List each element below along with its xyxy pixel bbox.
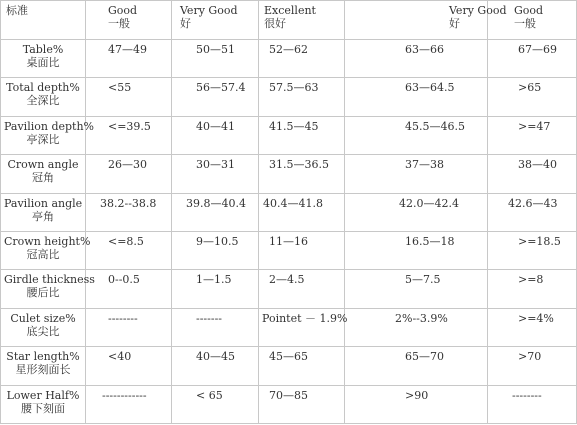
value-cell: >90: [345, 385, 488, 423]
value-cell: < 65: [172, 385, 259, 423]
row-label-zh: 亭深比: [26, 132, 60, 146]
value-cell: 41.5—45: [259, 116, 345, 154]
row-label: [1, 270, 95, 308]
row-label-zh: 腰下刻面: [21, 401, 65, 415]
value-cell: 37—38: [345, 155, 488, 193]
grade-en: Very Good: [449, 4, 507, 17]
row-label-zh: 腰后比: [26, 286, 60, 300]
value-cell: 70—85: [259, 385, 345, 423]
row-label-en: Crown height%: [4, 234, 91, 248]
grade-en: Very Good: [180, 4, 238, 17]
value-cell: >=18.5: [488, 231, 577, 269]
grade-en: Good: [514, 4, 544, 17]
grade-zh: 很好: [264, 17, 286, 30]
value-cell: 39.8—40.4: [172, 193, 259, 231]
grade-header-very-good-right: [345, 1, 507, 40]
row-label-zh: 全深比: [26, 94, 60, 108]
value-cell: >=4%: [488, 308, 577, 346]
value-cell: 26—30: [86, 155, 172, 193]
value-cell: <40: [86, 347, 172, 385]
value-cell: 1—1.5: [172, 270, 259, 308]
value-cell: 67—69: [488, 40, 577, 78]
value-cell: 45—65: [259, 347, 345, 385]
row-label: [1, 78, 86, 116]
row-label-zh: 亭角: [32, 209, 54, 223]
value-cell: 57.5—63: [259, 78, 345, 116]
value-cell: 47—49: [86, 40, 172, 78]
row-label-zh: 桌面比: [26, 56, 60, 69]
value-cell: 38—40: [488, 155, 577, 193]
value-cell: 42.6—43: [488, 193, 577, 231]
value-cell: 2%--3.9%: [345, 308, 488, 346]
row-crown-height: [1, 231, 577, 269]
row-total-depth: [1, 78, 577, 116]
value-cell: <=8.5: [86, 231, 172, 269]
row-label-en: Pavilion angle: [4, 196, 83, 210]
value-cell: >=47: [488, 116, 577, 154]
value-cell: 31.5—36.5: [259, 155, 345, 193]
row-label-zh: 底尖比: [26, 324, 60, 338]
row-girdle-thickness: [1, 270, 577, 308]
grade-zh: 一般: [514, 17, 536, 30]
value-cell: 40—41: [172, 116, 259, 154]
value-cell: >70: [488, 347, 577, 385]
row-label-zh: 星形刻面长: [15, 363, 71, 377]
row-label: [1, 308, 86, 346]
row-label-en: Total depth%: [6, 81, 80, 95]
value-cell: 63—66: [345, 40, 488, 78]
corner-label: 标准: [6, 4, 28, 17]
row-label-en: Crown angle: [7, 158, 79, 172]
row-label-en: Pavilion depth%: [4, 119, 94, 133]
grade-zh: 一般: [108, 17, 130, 30]
row-label-en: Star length%: [6, 350, 80, 364]
row-label-en: Table%: [22, 43, 64, 56]
value-cell: 65—70: [345, 347, 488, 385]
row-label: [1, 116, 94, 154]
row-label: [1, 155, 86, 193]
grade-header-excellent: [259, 1, 345, 40]
row-label-en: Culet size%: [10, 311, 76, 325]
grade-header-very-good-left: [172, 1, 259, 40]
value-cell: 2—4.5: [259, 270, 345, 308]
value-cell: <=39.5: [86, 116, 172, 154]
grade-zh: 好: [180, 17, 191, 30]
corner-header-cell: [1, 1, 86, 40]
row-table-percent: [1, 40, 577, 78]
value-cell: 42.0—42.4: [345, 193, 488, 231]
value-cell: 45.5—46.5: [345, 116, 488, 154]
row-label: [1, 40, 86, 78]
value-cell: 40.4—41.8: [259, 193, 345, 231]
value-cell: 38.2--38.8: [86, 193, 172, 231]
value-cell: 5—7.5: [345, 270, 488, 308]
row-crown-angle: [1, 155, 577, 193]
value-cell: 9—10.5: [172, 231, 259, 269]
row-label-en: Lower Half%: [6, 388, 80, 402]
value-cell: 50—51: [172, 40, 259, 78]
row-label-en: Girdle thickness: [4, 273, 95, 287]
value-cell: Pointet － 1.9%: [259, 308, 345, 346]
value-cell: <55: [86, 78, 172, 116]
value-cell: --------: [488, 385, 577, 423]
value-cell: 56—57.4: [172, 78, 259, 116]
value-cell: >=8: [488, 270, 577, 308]
value-cell: ------------: [86, 385, 172, 423]
value-cell: 40—45: [172, 347, 259, 385]
header-row: [1, 1, 577, 40]
row-pavilion-angle: [1, 193, 577, 231]
row-label: [1, 385, 86, 423]
value-cell: 0--0.5: [86, 270, 172, 308]
value-cell: 11—16: [259, 231, 345, 269]
grade-header-good-left: [86, 1, 172, 40]
value-cell: -------: [172, 308, 259, 346]
row-label: [1, 193, 86, 231]
row-label-zh: 冠高比: [26, 247, 60, 261]
row-star-length: [1, 347, 577, 385]
value-cell: 52—62: [259, 40, 345, 78]
row-label: [1, 231, 91, 269]
value-cell: --------: [86, 308, 172, 346]
row-label: [1, 347, 86, 385]
row-label-zh: 冠角: [32, 171, 54, 185]
value-cell: >65: [488, 78, 577, 116]
row-lower-half: [1, 385, 577, 423]
grade-en: Excellent: [264, 4, 316, 17]
value-cell: 63—64.5: [345, 78, 488, 116]
row-pavilion-depth: [1, 116, 577, 154]
value-cell: 16.5—18: [345, 231, 488, 269]
grade-en: Good: [108, 4, 138, 17]
row-culet-size: [1, 308, 577, 346]
value-cell: 30—31: [172, 155, 259, 193]
grade-zh: 好: [449, 17, 460, 30]
